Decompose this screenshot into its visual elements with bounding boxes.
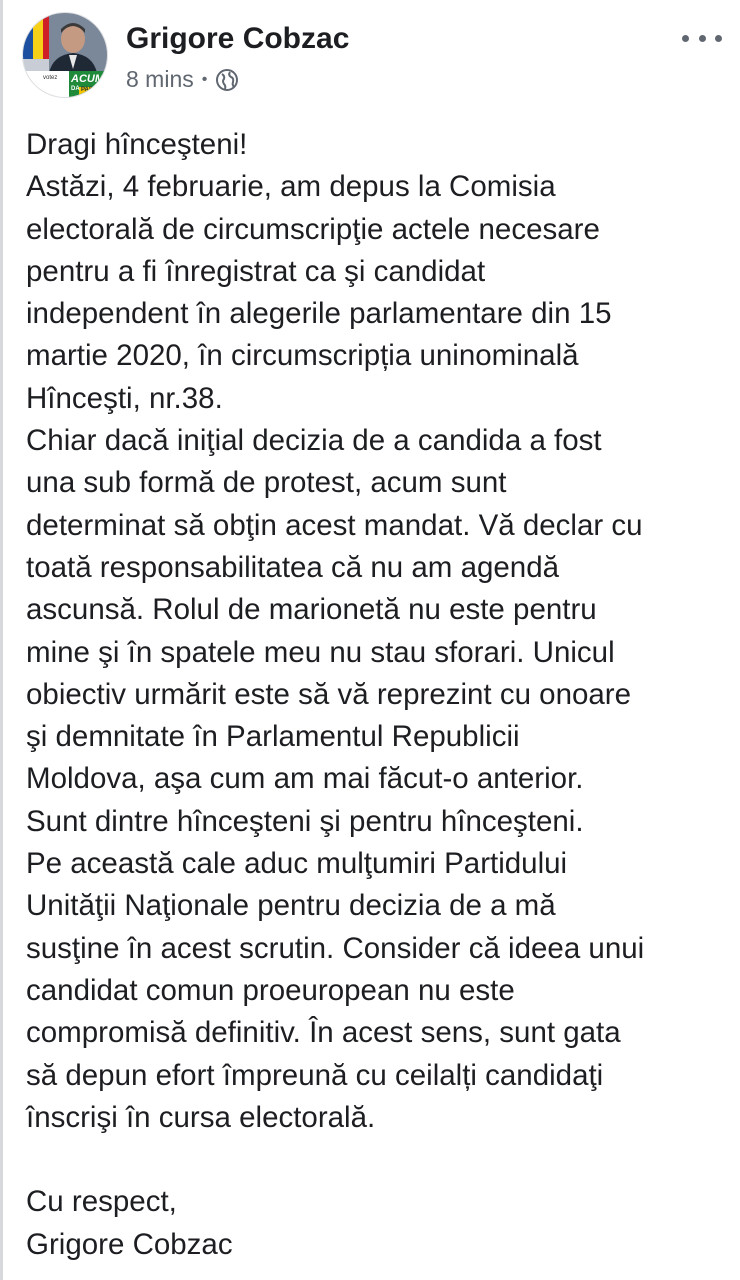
post-text-line: Hînceşti, nr.38. [26,381,223,415]
post-text-line: toată responsabilitatea că nu am agendă [26,550,560,584]
post-text-line: pentru a fi înregistrat ca şi candidat [26,254,486,288]
post-text-line: ascunsă. Rolul de marionetă nu este pentru [26,593,597,627]
post-text-line: martie 2020, în circumscripția uninominală [26,339,579,373]
post-text-line: Unităţii Naţionale pentru decizia de a mă [26,889,556,923]
post-header [22,12,722,102]
post-text-line: independent în alegerile parlamentare din 15 [26,297,612,331]
post-text-line: Pe această cale aduc mulţumiri Partidului [26,847,568,881]
avatar-text-pas: PAS [81,87,93,93]
avatar[interactable] [22,12,108,98]
post-body [26,124,726,1266]
avatar-text-votez: votez [43,75,58,81]
post-text-line: Chiar dacă iniţial decizia de a candida a fost [26,424,602,458]
post-timestamp[interactable]: 8 mins [126,66,194,92]
post-text-line: una sub formă de protest, acum sunt [26,466,507,500]
more-dots-icon [715,35,722,42]
paragraph-spacer [26,1139,726,1181]
post-text-line: să depun efort împreună cu ceilalți candidaţi [26,1058,604,1092]
post-text-line: înscrişi în cursa electorală. [26,1100,376,1134]
post-text-line: şi demnitate în Parlamentul Republicii [26,720,520,754]
post-text-line: obiectiv urmărit este să vă reprezint cu onoare [26,677,632,711]
author-name[interactable]: Grigore Cobzac [126,22,350,55]
left-border [0,0,3,1280]
avatar-text-acum: ACUM [71,73,104,85]
more-dots-icon [682,35,689,42]
post-text-line: determinat să obţin acest mandat. Vă declar cu [26,508,643,542]
post-text-line: compromisă definitiv. În acest sens, sunt gata [26,1016,621,1050]
post-text-line: Dragi hînceşteni! [26,128,248,161]
closing-greeting: Cu respect, [26,1185,177,1219]
post-text-line: Moldova, aşa cum am mai făcut-o anterior. [26,762,584,796]
post-text-line: mine şi în spatele meu nu stau sforari. Unicul [26,635,615,669]
more-dots-icon [699,35,706,42]
post-text-line: candidat comun proeuropean nu este [26,973,515,1007]
post-text-line: electorală de circumscripţie actele necesare [26,212,600,246]
post-text-line: Astăzi, 4 februarie, am depus la Comisia [26,170,556,204]
post-text-line: susţine în acest scrutin. Consider că ideea unui [26,931,645,965]
globe-icon[interactable] [215,68,239,92]
post-meta [126,66,239,93]
avatar-text-da: DA [71,86,80,92]
more-options-button[interactable] [682,28,722,48]
meta-separator: • [201,70,208,88]
post-text-line: Sunt dintre hînceşteni şi pentru hînceşteni. [26,804,584,838]
closing-signature: Grigore Cobzac [26,1227,233,1261]
